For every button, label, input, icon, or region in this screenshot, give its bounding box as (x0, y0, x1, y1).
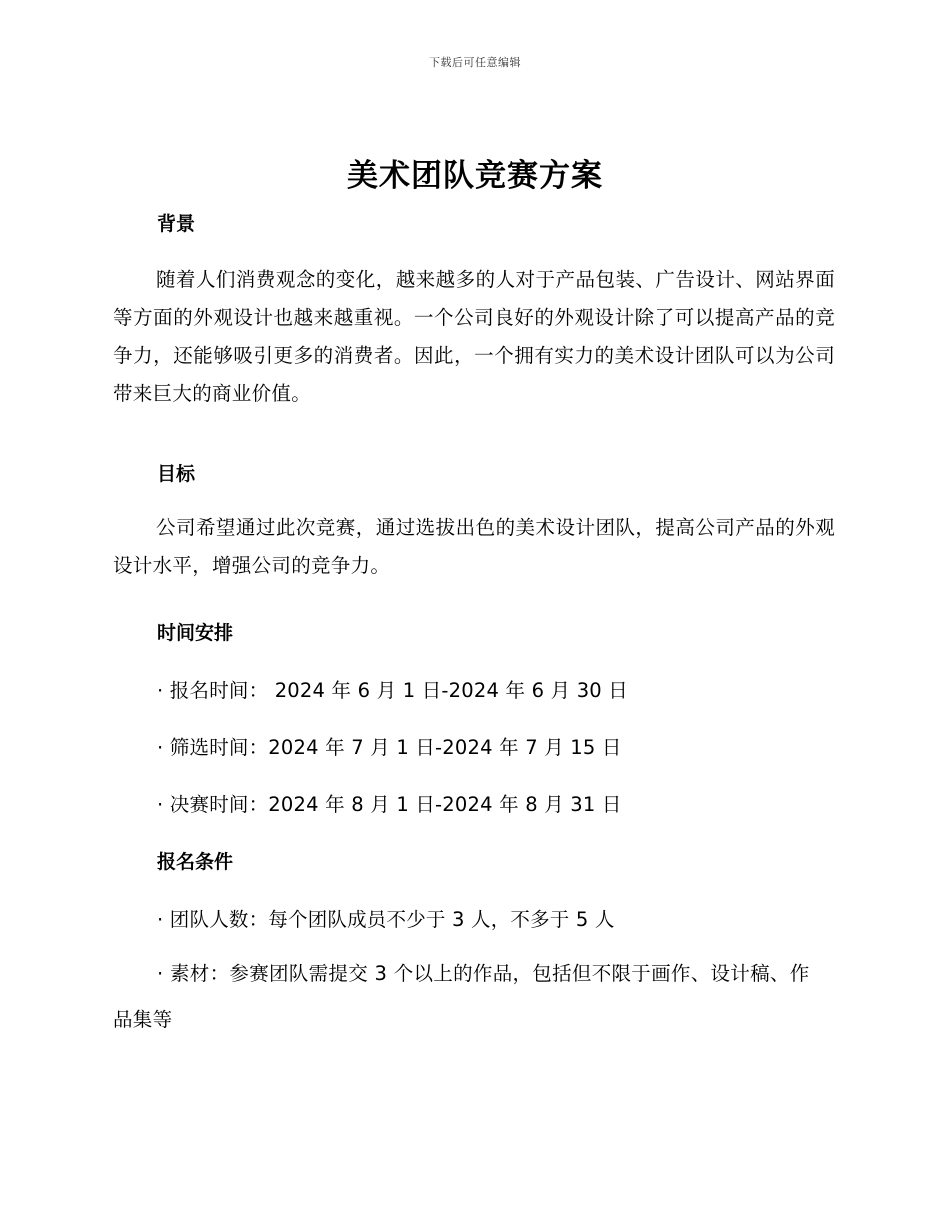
paragraph-goal: 公司希望通过此次竞赛，通过选拔出色的美术设计团队，提高公司产品的外观设计水平，增强公司的竞争力。 (113, 516, 835, 577)
requirement-item-team-size: · 团队人数：每个团队成员不少于 3 人，不多于 5 人 (157, 908, 615, 931)
schedule-item-final: · 决赛时间：2024 年 8 月 1 日-2024 年 8 月 31 日 (157, 793, 622, 816)
heading-goal: 目标 (157, 463, 196, 485)
heading-schedule: 时间安排 (157, 622, 234, 644)
header-note: 下载后可任意编辑 (429, 56, 521, 69)
document-title: 美术团队竞赛方案 (347, 158, 603, 194)
schedule-item-screening: · 筛选时间：2024 年 7 月 1 日-2024 年 7 月 15 日 (157, 736, 622, 759)
heading-requirements: 报名条件 (157, 851, 234, 873)
paragraph-background: 随着人们消费观念的变化，越来越多的人对于产品包装、广告设计、网站界面等方面的外观设计也越来越重视。一个公司良好的外观设计除了可以提高产品的竞争力，还能够吸引更多的消费者。因此，一个拥有实力的美术设计团队可以为公司带来巨大的商业价值。 (113, 268, 835, 405)
heading-background: 背景 (157, 213, 196, 235)
schedule-item-registration: · 报名时间： 2024 年 6 月 1 日-2024 年 6 月 30 日 (157, 679, 629, 702)
requirement-item-materials: · 素材：参赛团队需提交 3 个以上的作品，包括但不限于画作、设计稿、作品集等 (113, 962, 810, 1031)
